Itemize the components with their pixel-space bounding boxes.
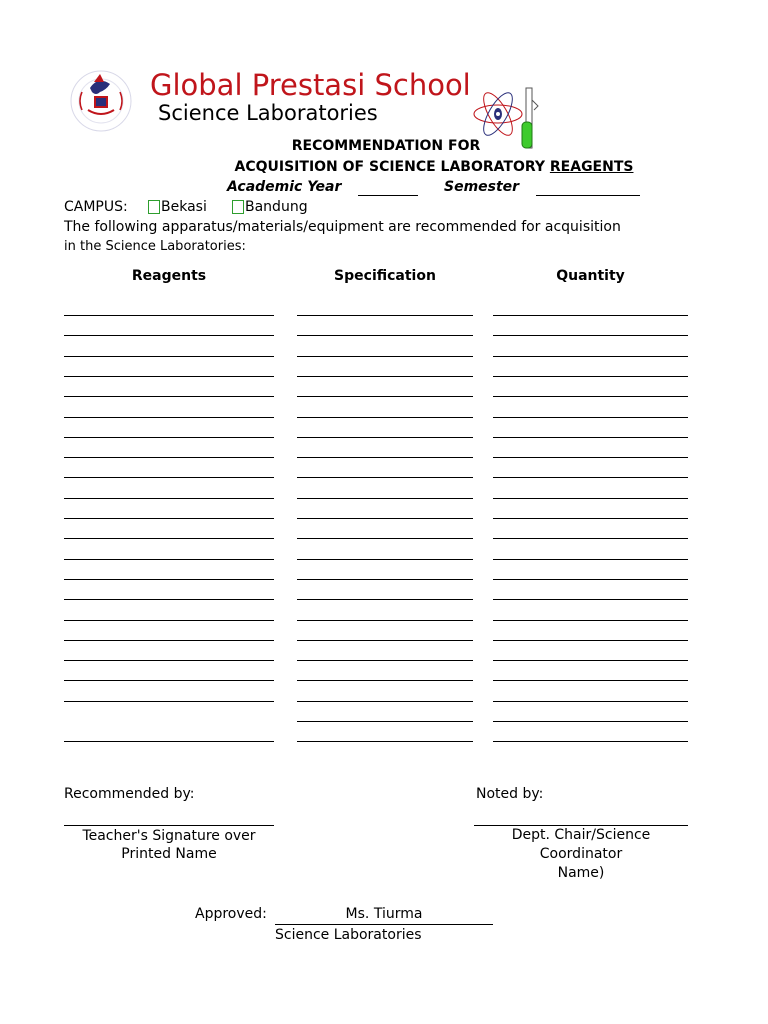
quantity-entry-line[interactable] <box>493 579 688 580</box>
form-title-line2 <box>0 159 768 175</box>
chair-signature-line[interactable] <box>474 825 688 826</box>
reagents-entry-line[interactable] <box>64 457 274 458</box>
specification-entry-line[interactable] <box>297 335 473 336</box>
quantity-entry-line[interactable] <box>493 417 688 418</box>
chair-caption-1: Dept. Chair/Science <box>511 827 651 843</box>
form-title-emphasis: REAGENTS <box>549 159 634 175</box>
intro-text-line1: The following apparatus/materials/equipment are recommended for acquisition <box>64 219 621 235</box>
reagents-entry-line[interactable] <box>64 376 274 377</box>
academic-year-label: Academic Year <box>227 179 342 195</box>
specification-entry-line[interactable] <box>297 538 473 539</box>
quantity-entry-line[interactable] <box>493 680 688 681</box>
specification-entry-line[interactable] <box>297 396 473 397</box>
specification-entry-line[interactable] <box>297 620 473 621</box>
specification-entry-line[interactable] <box>297 680 473 681</box>
specification-entry-line[interactable] <box>297 721 473 722</box>
quantity-entry-line[interactable] <box>493 599 688 600</box>
checkbox-bekasi[interactable] <box>148 200 160 214</box>
quantity-entry-line[interactable] <box>493 721 688 722</box>
specification-entry-line[interactable] <box>297 701 473 702</box>
chair-caption-2: Coordinator <box>539 846 623 862</box>
reagents-entry-line[interactable] <box>64 680 274 681</box>
reagents-entry-line[interactable] <box>64 315 274 316</box>
quantity-entry-line[interactable] <box>493 498 688 499</box>
quantity-entry-line[interactable] <box>493 376 688 377</box>
teacher-signature-line[interactable] <box>64 825 274 826</box>
intro-text-line2: in the Science Laboratories: <box>64 239 246 254</box>
lab-name: Science Laboratories <box>158 101 378 125</box>
quantity-entry-line[interactable] <box>493 701 688 702</box>
quantity-entry-line[interactable] <box>493 437 688 438</box>
column-header-reagents: Reagents <box>131 268 207 284</box>
recommended-by-label: Recommended by: <box>64 786 195 802</box>
reagents-entry-line[interactable] <box>64 640 274 641</box>
approved-label: Approved: <box>195 906 267 922</box>
specification-entry-line[interactable] <box>297 660 473 661</box>
chair-caption-3: Name) <box>557 865 605 881</box>
form-title-prefix: ACQUISITION OF SCIENCE LABORATORY <box>234 159 550 175</box>
school-name: Global Prestasi School <box>150 68 471 102</box>
specification-entry-line[interactable] <box>297 376 473 377</box>
academic-year-field[interactable] <box>358 195 418 196</box>
noted-by-label: Noted by: <box>476 786 544 802</box>
quantity-entry-line[interactable] <box>493 559 688 560</box>
reagents-entry-line[interactable] <box>64 335 274 336</box>
quantity-entry-line[interactable] <box>493 457 688 458</box>
reagents-entry-line[interactable] <box>64 599 274 600</box>
quantity-entry-line[interactable] <box>493 538 688 539</box>
reagents-entry-line[interactable] <box>64 518 274 519</box>
reagents-entry-line[interactable] <box>64 741 274 742</box>
specification-entry-line[interactable] <box>297 356 473 357</box>
approver-title: Science Laboratories <box>275 927 422 943</box>
quantity-entry-line[interactable] <box>493 620 688 621</box>
reagents-entry-line[interactable] <box>64 417 274 418</box>
specification-entry-line[interactable] <box>297 599 473 600</box>
semester-label: Semester <box>444 179 520 195</box>
reagents-entry-line[interactable] <box>64 579 274 580</box>
reagents-entry-line[interactable] <box>64 437 274 438</box>
reagents-entry-line[interactable] <box>64 701 274 702</box>
specification-entry-line[interactable] <box>297 457 473 458</box>
quantity-entry-line[interactable] <box>493 660 688 661</box>
quantity-entry-line[interactable] <box>493 315 688 316</box>
school-logo <box>70 70 132 132</box>
reagents-entry-line[interactable] <box>64 620 274 621</box>
reagents-entry-line[interactable] <box>64 559 274 560</box>
form-title-line1: RECOMMENDATION FOR <box>291 138 481 154</box>
specification-entry-line[interactable] <box>297 640 473 641</box>
teacher-signature-caption-2: Printed Name <box>121 846 217 862</box>
approver-signature-line[interactable] <box>275 924 493 925</box>
semester-field[interactable] <box>536 195 640 196</box>
reagents-entry-line[interactable] <box>64 538 274 539</box>
quantity-entry-line[interactable] <box>493 335 688 336</box>
checkbox-bandung[interactable] <box>232 200 244 214</box>
option-bekasi: Bekasi <box>161 199 207 215</box>
reagents-entry-line[interactable] <box>64 356 274 357</box>
specification-entry-line[interactable] <box>297 518 473 519</box>
reagents-entry-line[interactable] <box>64 660 274 661</box>
quantity-entry-line[interactable] <box>493 356 688 357</box>
approver-name: Ms. Tiurma <box>345 906 423 922</box>
reagents-entry-line[interactable] <box>64 396 274 397</box>
column-header-quantity: Quantity <box>556 268 625 284</box>
option-bandung: Bandung <box>245 199 308 215</box>
reagents-entry-line[interactable] <box>64 498 274 499</box>
quantity-entry-line[interactable] <box>493 640 688 641</box>
quantity-entry-line[interactable] <box>493 477 688 478</box>
specification-entry-line[interactable] <box>297 417 473 418</box>
specification-entry-line[interactable] <box>297 437 473 438</box>
column-header-specification: Specification <box>334 268 436 284</box>
specification-entry-line[interactable] <box>297 315 473 316</box>
specification-entry-line[interactable] <box>297 477 473 478</box>
specification-entry-line[interactable] <box>297 559 473 560</box>
campus-label: CAMPUS: <box>64 199 128 215</box>
teacher-signature-caption-1: Teacher's Signature over <box>82 828 256 844</box>
specification-entry-line[interactable] <box>297 741 473 742</box>
quantity-entry-line[interactable] <box>493 518 688 519</box>
specification-entry-line[interactable] <box>297 498 473 499</box>
quantity-entry-line[interactable] <box>493 741 688 742</box>
reagents-entry-line[interactable] <box>64 477 274 478</box>
specification-entry-line[interactable] <box>297 579 473 580</box>
quantity-entry-line[interactable] <box>493 396 688 397</box>
